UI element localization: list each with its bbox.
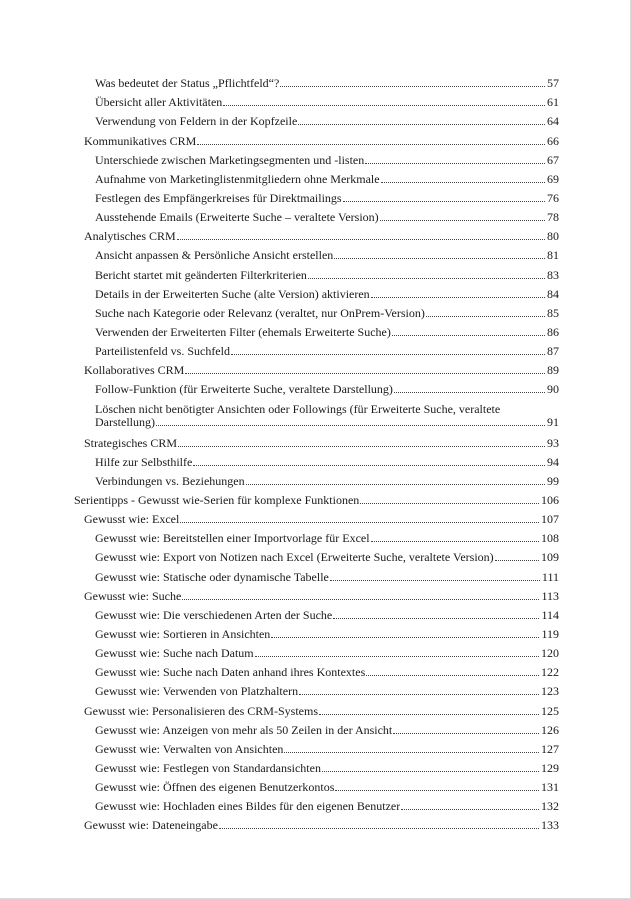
toc-entry-page: 122	[541, 665, 559, 680]
dot-leader	[495, 560, 539, 561]
toc-entry-page: 119	[541, 626, 559, 641]
toc-entry-title: Parteilistenfeld vs. Suchfeld	[95, 344, 230, 359]
toc-entry[interactable]	[74, 661, 559, 680]
toc-entry[interactable]	[74, 397, 559, 430]
toc-entry[interactable]	[74, 680, 559, 699]
toc-entry[interactable]	[74, 244, 559, 263]
dot-leader	[393, 733, 539, 734]
dot-leader	[394, 392, 545, 393]
dot-leader	[156, 425, 545, 426]
dot-leader	[371, 297, 545, 298]
toc-entry-page: 69	[547, 171, 559, 186]
dot-leader	[197, 144, 545, 145]
toc-entry-page: 131	[541, 780, 559, 795]
toc-entry-title: Gewusst wie: Öffnen des eigenen Benutzerkontos	[95, 780, 335, 795]
toc-entry-page: 113	[541, 588, 559, 603]
toc-entry[interactable]	[74, 738, 559, 757]
dot-leader	[343, 201, 545, 202]
toc-entry-title: Gewusst wie: Export von Notizen nach Excel (Erweiterte Suche, veraltete Version)	[95, 550, 494, 565]
toc-entry-page: 108	[541, 531, 559, 546]
dot-leader	[365, 163, 545, 164]
toc-entry-page: 83	[547, 267, 559, 282]
toc-entry-title: Hilfe zur Selbsthilfe	[95, 454, 193, 469]
toc-entry-title: Gewusst wie: Verwenden von Platzhaltern	[95, 684, 299, 699]
toc-entry-title: Was bedeutet der Status „Pflichtfeld“?	[95, 76, 280, 91]
toc-entry-title: Aufnahme von Marketinglistenmitgliedern ohne Merkmale	[95, 171, 380, 186]
toc-entry[interactable]	[74, 719, 559, 738]
toc-entry-page: 85	[547, 305, 559, 320]
dot-leader	[381, 182, 545, 183]
toc-entry-page: 133	[541, 818, 559, 833]
toc-entry-page: 123	[541, 684, 559, 699]
toc-entry-title: Ausstehende Emails (Erweiterte Suche – veraltete Version)	[95, 210, 379, 225]
toc-entry-title: Gewusst wie: Hochladen eines Bildes für den eigenen Benutzer	[95, 799, 401, 814]
toc-entry-page: 90	[547, 382, 559, 397]
toc-entry-title: Gewusst wie: Anzeigen von mehr als 50 Zeilen in der Ansicht	[95, 722, 393, 737]
toc-entry[interactable]	[74, 814, 559, 833]
toc-entry-title: Festlegen des Empfängerkreises für Direktmailings	[95, 190, 342, 205]
toc-entry-title: Verbindungen vs. Beziehungen	[95, 473, 245, 488]
toc-entry-title: Ansicht anpassen & Persönliche Ansicht erstellen	[95, 248, 334, 263]
dot-leader	[178, 446, 545, 447]
dot-leader	[380, 220, 545, 221]
dot-leader	[219, 828, 539, 829]
toc-entry-title: Kollaboratives CRM	[84, 363, 185, 378]
toc-entry-title: Follow-Funktion (für Erweiterte Suche, veraltete Darstellung)	[95, 382, 393, 397]
toc-entry-page: 91	[547, 415, 559, 430]
toc-entry-title: Unterschiede zwischen Marketingsegmenten und -listen	[95, 152, 365, 167]
toc-entry-title: Gewusst wie: Dateneingabe	[84, 818, 218, 833]
toc-entry[interactable]	[74, 585, 559, 604]
toc-entry[interactable]	[74, 168, 559, 187]
toc-entry-page: 76	[547, 190, 559, 205]
toc-entry-title: Gewusst wie: Personalisieren des CRM-Systems	[84, 703, 318, 718]
toc-entry-title-continued: Darstellung)	[95, 415, 155, 430]
toc-entry-title: Gewusst wie: Verwalten von Ansichten	[95, 741, 284, 756]
dot-leader	[334, 258, 545, 259]
toc-entry-title: Übersicht aller Aktivitäten	[95, 95, 223, 110]
toc-entry-page: 89	[547, 363, 559, 378]
toc-entry-title: Kommunikatives CRM	[84, 133, 197, 148]
toc-entry[interactable]	[74, 565, 559, 584]
dot-leader	[231, 354, 545, 355]
dot-leader	[246, 484, 545, 485]
dot-leader	[319, 714, 539, 715]
toc-entry-page: 81	[547, 248, 559, 263]
toc-entry[interactable]	[74, 72, 559, 91]
toc-entry[interactable]	[74, 110, 559, 129]
dot-leader	[401, 809, 539, 810]
dot-leader	[299, 694, 539, 695]
toc-entry[interactable]	[74, 187, 559, 206]
toc-entry-page: 114	[541, 607, 559, 622]
toc-entry-title: Gewusst wie: Excel	[84, 512, 180, 527]
toc-entry-page: 64	[547, 114, 559, 129]
dot-leader	[180, 522, 539, 523]
toc-entry-page: 107	[541, 512, 559, 527]
toc-entry[interactable]	[74, 508, 559, 527]
toc-entry[interactable]	[74, 470, 559, 489]
dot-leader	[177, 239, 545, 240]
toc-entry-title: Gewusst wie: Suche nach Datum	[95, 646, 254, 661]
toc-entry[interactable]	[74, 757, 559, 776]
toc-entry-title: Verwendung von Feldern in der Kopfzeile	[95, 114, 298, 129]
toc-entry-page: 99	[547, 473, 559, 488]
toc-entry-title: Gewusst wie: Bereitstellen einer Importvorlage für Excel	[95, 531, 370, 546]
toc-entry-page: 126	[541, 722, 559, 737]
dot-leader	[193, 465, 545, 466]
dot-leader	[255, 656, 539, 657]
dot-leader	[371, 541, 539, 542]
toc-entry-page: 93	[547, 435, 559, 450]
toc-entry-title: Gewusst wie: Suche	[84, 588, 182, 603]
dot-leader	[333, 618, 539, 619]
toc-entry[interactable]	[74, 302, 559, 321]
dot-leader	[271, 637, 539, 638]
toc-entry[interactable]	[74, 431, 559, 450]
toc-entry-page: 111	[541, 569, 559, 584]
toc-entry-page: 106	[541, 492, 559, 507]
toc-entry-title: Analytisches CRM	[84, 229, 176, 244]
toc-entry-page: 125	[541, 703, 559, 718]
dot-leader	[366, 675, 539, 676]
toc-entry-page: 84	[547, 286, 559, 301]
toc-entry[interactable]	[74, 451, 559, 470]
toc-entry-page: 127	[541, 741, 559, 756]
toc-entry[interactable]	[74, 263, 559, 282]
toc-entry-title: Gewusst wie: Statische oder dynamische Tabelle	[95, 569, 329, 584]
toc-entry-title: Gewusst wie: Sortieren in Ansichten	[95, 626, 271, 641]
toc-entry-title: Strategisches CRM	[84, 435, 177, 450]
toc-entry-title: Gewusst wie: Suche nach Daten anhand ihres Kontextes	[95, 665, 366, 680]
dot-leader	[182, 599, 539, 600]
toc-entry-page: 120	[541, 646, 559, 661]
toc-entry-page: 61	[547, 95, 559, 110]
toc-entry-page: 66	[547, 133, 559, 148]
toc-entry-page: 132	[541, 799, 559, 814]
toc-entry[interactable]	[74, 642, 559, 661]
toc-entry-title: Details in der Erweiterten Suche (alte Version) aktivieren	[95, 286, 370, 301]
toc-entry[interactable]	[74, 776, 559, 795]
toc-entry-title: Gewusst wie: Festlegen von Standardansichten	[95, 760, 321, 775]
toc-entry[interactable]	[74, 225, 559, 244]
dot-leader	[280, 86, 545, 87]
toc-entry-page: 129	[541, 760, 559, 775]
dot-leader	[308, 278, 545, 279]
toc-entry[interactable]	[74, 546, 559, 565]
toc-entry[interactable]	[74, 623, 559, 642]
dot-leader	[223, 105, 545, 106]
toc-entry-page: 94	[547, 454, 559, 469]
toc-entry[interactable]	[74, 795, 559, 814]
dot-leader	[330, 580, 540, 581]
toc-entry[interactable]	[74, 340, 559, 359]
toc-entry[interactable]	[74, 149, 559, 168]
dot-leader	[298, 124, 545, 125]
toc-entry[interactable]	[74, 206, 559, 225]
dot-leader	[426, 316, 545, 317]
toc-entry[interactable]	[74, 699, 559, 718]
dot-leader	[284, 752, 539, 753]
toc-entry-title: Bericht startet mit geänderten Filterkriterien	[95, 267, 307, 282]
toc-entry-page: 109	[541, 550, 559, 565]
toc-entry[interactable]	[74, 489, 559, 508]
toc-entry[interactable]	[74, 129, 559, 148]
dot-leader	[392, 335, 545, 336]
toc-entry[interactable]	[74, 527, 559, 546]
dot-leader	[360, 503, 539, 504]
toc-entry[interactable]	[74, 283, 559, 302]
toc-entry[interactable]	[74, 359, 559, 378]
toc-entry[interactable]	[74, 378, 559, 397]
toc-entry-page: 78	[547, 210, 559, 225]
toc-entry-title: Serientipps - Gewusst wie-Serien für komplexe Funktionen	[74, 492, 360, 507]
toc-entry-title: Suche nach Kategorie oder Relevanz (veraltet, nur OnPrem-Version)	[95, 305, 425, 320]
dot-leader	[335, 790, 539, 791]
toc-entry-title: Löschen nicht benötigter Ansichten oder Followings (für Erweiterte Suche, veraltete	[95, 402, 501, 417]
dot-leader	[322, 771, 539, 772]
toc-entry[interactable]	[74, 91, 559, 110]
toc-entry-title: Verwenden der Erweiterten Filter (ehemals Erweiterte Suche)	[95, 324, 391, 339]
toc-entry[interactable]	[74, 321, 559, 340]
toc-entry-page: 80	[547, 229, 559, 244]
table-of-contents	[74, 72, 559, 833]
toc-entry[interactable]	[74, 604, 559, 623]
dot-leader	[185, 373, 545, 374]
toc-entry-page: 87	[547, 344, 559, 359]
toc-entry-page: 67	[547, 152, 559, 167]
toc-entry-page: 86	[547, 324, 559, 339]
toc-entry-page: 57	[547, 76, 559, 91]
toc-entry-title: Gewusst wie: Die verschiedenen Arten der Suche	[95, 607, 333, 622]
